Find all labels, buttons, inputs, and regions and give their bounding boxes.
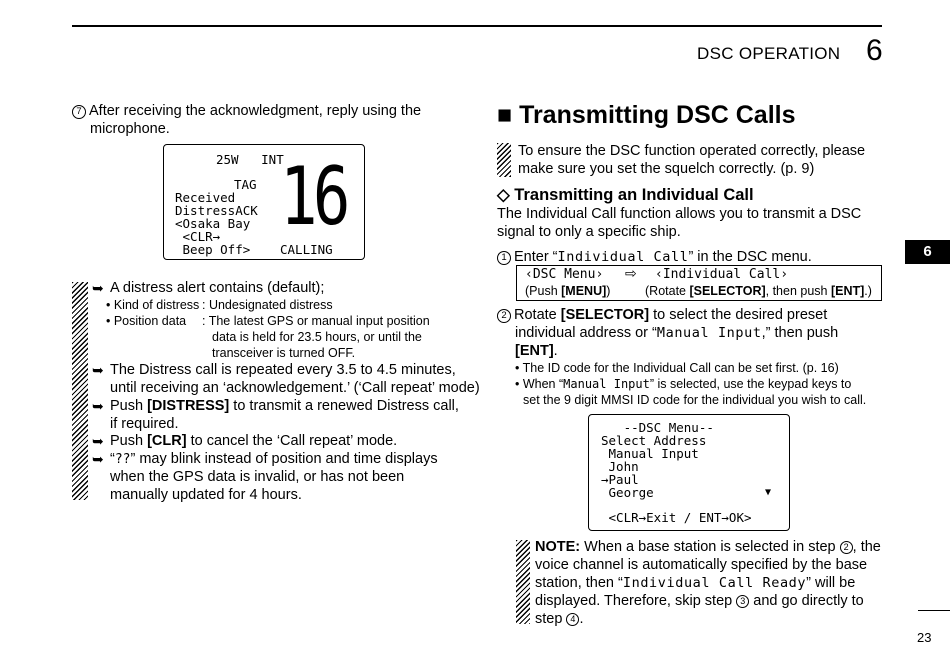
diamond-marker-icon: ◇ xyxy=(497,186,510,204)
ent-key: [ENT] xyxy=(515,343,554,359)
ent-key: [ENT] xyxy=(830,284,865,298)
step-number-circle: 2 xyxy=(497,309,511,323)
clr-key: [CLR] xyxy=(147,433,187,449)
channel-number: 16 xyxy=(280,150,346,243)
selector-key: [SELECTOR] xyxy=(689,284,766,298)
step-1: 1 Enter “Individual Call” in the DSC menu. xyxy=(497,248,812,266)
distress-kind-row: • Kind of distress xyxy=(106,298,200,312)
step-number-circle: 7 xyxy=(72,105,86,119)
step-7: 7 After receiving the acknowledgment, reply using the microphone. xyxy=(72,102,472,138)
chapter-number: 6 xyxy=(866,34,883,67)
distress-key: [DISTRESS] xyxy=(147,398,230,414)
section-header: DSC OPERATION xyxy=(697,44,841,63)
arrow-bullet-icon: ➥ xyxy=(92,280,104,296)
lcd-distress-ack: 25W INT TAG Received DistressACK <Osaka Bay <CLR→ Beep Off> 16 CALLING xyxy=(163,144,365,260)
intro-hatch-bar xyxy=(497,143,511,177)
footer-rule xyxy=(918,610,950,611)
header-rule xyxy=(72,25,882,27)
menu-key: [MENU] xyxy=(561,284,607,298)
page-number: 23 xyxy=(917,630,932,645)
arrow-bullet-icon: ➥ xyxy=(92,451,104,467)
arrow-bullet-icon: ➥ xyxy=(92,433,104,449)
arrow-bullet-icon: ➥ xyxy=(92,398,104,414)
right-arrow-icon: ⇨ xyxy=(625,265,637,281)
section-title: ■ Transmitting DSC Calls xyxy=(497,101,796,129)
subsection-title: ◇ Transmitting an Individual Call xyxy=(497,186,754,204)
step-2: 2 Rotate [SELECTOR] to select the desired preset individual address or “Manual Input,” then push [ENT]. • The ID code for the Individual Call can be set first. (p. 16) • When “Manual Input” is selected, use the keypad keys to set the 9 digit MMSI ID code for the individual you wish to call. xyxy=(497,306,887,408)
square-marker-icon: ■ xyxy=(497,101,513,129)
info-hatch-bar xyxy=(72,282,88,500)
arrow-bullet-icon: ➥ xyxy=(92,362,104,378)
step-number-circle: 1 xyxy=(497,251,511,265)
position-data-row: • Position data xyxy=(106,314,187,328)
note-hatch-bar xyxy=(516,540,530,624)
scroll-down-icon: ▼ xyxy=(765,487,772,498)
menu-operation-box: ‹DSC Menu› ⇨ ‹Individual Call› (Push [MENU]) (Rotate [SELECTOR], then push [ENT].) xyxy=(516,265,882,301)
lcd-dsc-menu: --DSC Menu-- Select Address Manual Input John →Paul George ▼ <CLR→Exit / ENT→OK> xyxy=(588,414,790,531)
subsection-description: The Individual Call function allows you to transmit a DSC signal to only a specific ship. xyxy=(497,206,862,240)
intro-text: To ensure the DSC function operated correctly, please make sure you set the squelch correctly. (p. 9) xyxy=(518,143,866,177)
selector-key: [SELECTOR] xyxy=(560,307,650,323)
chapter-tab: 6 xyxy=(905,240,950,264)
note: NOTE: When a base station is selected in step 2 , the voice channel is automatically specified by the base station, then “Individual Call Ready” will be displayed. Therefore, skip step 3 and go directly to step 4 . xyxy=(535,539,881,627)
